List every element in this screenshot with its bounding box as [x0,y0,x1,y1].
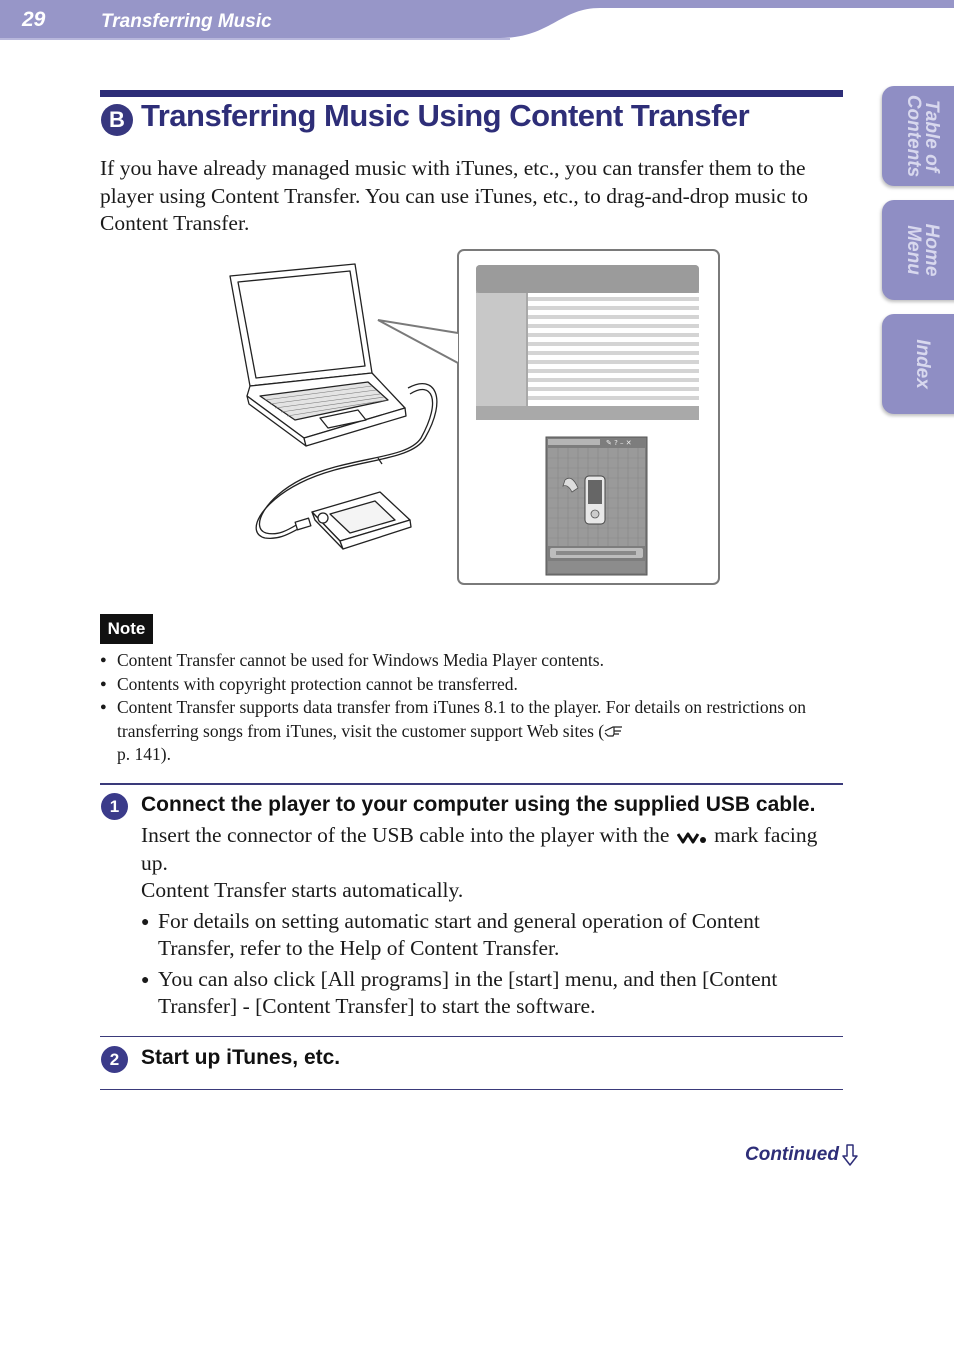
tab-table-of-contents[interactable] [882,86,954,186]
step2-badge: 2 [101,1046,128,1073]
note-item-text: Content Transfer supports data transfer from iTunes 8.1 to the player. For details on restrictions on transferring songs from iTunes, visit the customer support Web sites ( [117,697,807,741]
step1-instruction-end: mark facing up. [141,823,818,875]
page-number: 29 [22,8,46,31]
continued-link[interactable] [745,1144,858,1166]
illustration [220,248,725,590]
section-title: Transferring Music Using Content Transfer [141,98,750,133]
title-rule [100,90,843,97]
note-item [100,696,845,767]
intro-paragraph: If you have already managed music with iTunes, etc., you can transfer them to the player using Content Transfer. You can use iTunes, etc., to drag-and-drop music to Content Transfer. [100,156,809,235]
tab-home-menu-label: Home Menu [903,223,942,277]
note-list [100,649,845,767]
step1-instruction-start: Insert the connector of the USB cable into the player with the [141,823,670,847]
step1-auto-start: Content Transfer starts automatically. [141,878,464,902]
note-item: ● Content Transfer cannot be used for Windows Media Player contents. [100,649,845,673]
step2-top-rule [100,1036,843,1037]
pointing-hand-icon [604,724,624,738]
running-title: Transferring Music [101,11,272,32]
tab-index-label: Index [912,339,933,389]
step1-bullet: ● You can also click [All programs] in the [start] menu, and then [Content Transfer] - [Content Transfer] to start the software. [141,966,841,1021]
step1-bullet: ● For details on setting automatic start and general operation of Content Transfer, refer to the Help of Content Transfer. [141,908,841,963]
continued-label: Continued [745,1144,839,1166]
step1-title: Connect the player to your computer using the supplied USB cable. [141,793,816,816]
step1-top-rule [100,783,843,785]
note-item-tail: p. 141). [117,744,171,764]
step1-badge: 1 [101,793,128,820]
step2-bottom-rule [100,1089,843,1090]
content-transfer-window-icon [546,437,647,575]
laptop-icon [230,264,406,446]
down-arrow-icon [842,1144,858,1166]
step1-bullets [141,908,841,1021]
tab-home-menu[interactable] [882,200,954,300]
walkman-player-icon [295,492,411,549]
step2-title: Start up iTunes, etc. [141,1046,341,1069]
step1-instruction [141,822,841,877]
itunes-window-icon [476,265,699,420]
note-item: ● Contents with copyright protection cannot be transferred. [100,673,845,697]
section-badge: B [101,104,133,136]
walkman-logo-icon [677,829,707,845]
note-label: Note [100,614,153,644]
tab-table-of-contents-label: Table of Contents [903,94,942,178]
step1-body [141,822,841,1024]
tab-index[interactable] [882,314,954,414]
svg-text:✎ ? – ✕: ✎ ? – ✕ [606,439,632,447]
